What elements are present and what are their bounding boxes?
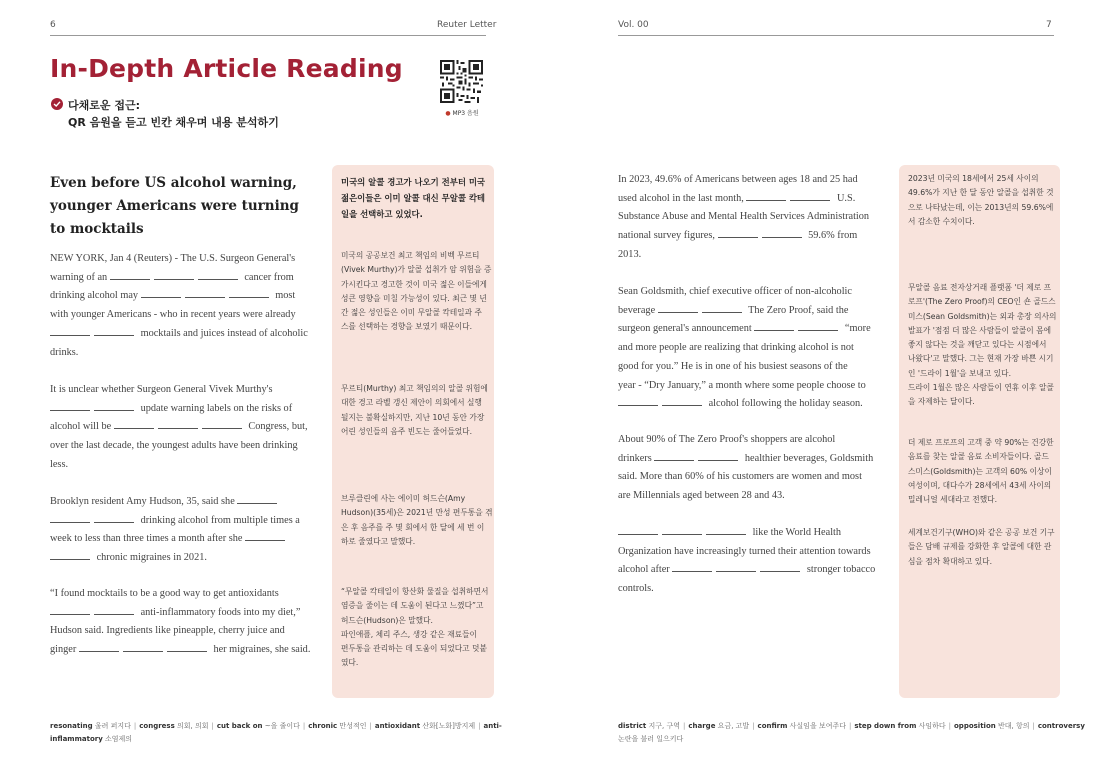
blank-field[interactable] [716, 562, 756, 572]
translation-line: 더 제로 프로프의 고객 중 약 90%는 건강한 [908, 438, 1054, 447]
glossary-line [618, 733, 683, 745]
translation-block [341, 585, 488, 671]
translation-block [908, 172, 1054, 229]
blank-field[interactable] [202, 419, 242, 429]
translation-line: 을 자제하는 달이다. [908, 397, 975, 407]
article-line: like the World Health [618, 524, 875, 543]
translation-line: 미국의 공공보건 최고 책임의 비벡 무르티 [341, 251, 480, 260]
article-line: Organization have increasingly turned their attention towards [618, 545, 871, 557]
glossary-separator: | [211, 722, 214, 730]
translation-line: 음료를 찾는 알콜 음료 소비자들이다. 골드 [908, 452, 1049, 462]
glossary-separator: | [133, 722, 137, 730]
blank-field[interactable] [790, 191, 830, 201]
article-line: and more people are realizing that drinking alcohol is not [618, 342, 854, 354]
blank-field[interactable] [662, 525, 702, 535]
blank-field[interactable] [94, 326, 134, 336]
article-line: Substance Abuse and Mental Health Services Administration [618, 211, 870, 223]
blank-field[interactable] [672, 562, 712, 572]
glossary-term: cut back on [216, 722, 263, 730]
translation-line: 밀레니얼 세대라고 전했다. [908, 495, 998, 505]
article-title: Even before US alcohol warning, younger Americans were turning to mocktails [50, 175, 299, 237]
translation-line: 간 젊은 성인들은 이미 무알콜 칵테일과 주 [341, 308, 482, 318]
translation-block [341, 382, 488, 439]
subtitle-line-1: 다채로운 접근: [68, 99, 140, 112]
article-line: alcohol following the holiday season. [618, 395, 871, 414]
glossary-separator: | [1032, 722, 1035, 730]
translation-line: 미스(Sean Goldsmith)는 외과 총장 의사의 [908, 311, 1057, 321]
blank-field[interactable] [94, 401, 134, 411]
blank-field[interactable] [158, 419, 198, 429]
article-line: “I found mocktails to be a good way to get antioxidants [50, 588, 279, 599]
glossary-term: anti- [483, 722, 502, 730]
translation-line: 2023년 미국의 18세에서 25세 사이의 [908, 174, 1039, 183]
article-line: less. [50, 458, 69, 470]
header-rule [50, 35, 486, 36]
blank-field[interactable] [94, 605, 134, 615]
blank-field[interactable] [50, 513, 90, 523]
translation-line: 스미스(Goldsmith)는 고객의 60% 이상이 [908, 466, 1052, 476]
volume-label: Vol. 00 [618, 20, 649, 30]
article-line: drinkers healthier beverages, Goldsmith [618, 452, 874, 464]
glossary-term: congress [139, 722, 175, 730]
article-line: Brooklyn resident Amy Hudson, 35, said she [50, 493, 300, 512]
blank-field[interactable] [798, 321, 838, 331]
translation-line: 스를 선택하는 경향을 보였기 때문이다. [341, 322, 473, 332]
blank-field[interactable] [618, 396, 658, 406]
article-paragraph [618, 431, 873, 506]
blank-field[interactable] [662, 396, 702, 406]
glossary-meaning: 의회, 의회 [174, 722, 209, 730]
translation-line: 로프'(The Zero Proof)의 CEO인 숀 골드스 [908, 297, 1056, 307]
article-line: year - “Dry January,” a month where some people choose to [618, 379, 866, 391]
translation-line: 무르티(Murthy) 최고 책임의의 알콜 위험에 [341, 384, 488, 393]
translation-line: 서 감소한 수치이다. [908, 216, 975, 226]
translation-block [341, 249, 491, 335]
translation-line: 하로 줄였다고 말했다. [341, 536, 416, 546]
glossary-meaning: ~을 줄이다 [262, 722, 300, 730]
translation-line: 미국의 알콜 경고가 나오기 전부터 미국 [341, 177, 486, 187]
glossary-line [618, 720, 1085, 732]
translation-line: (Vivek Murthy)가 알콜 섭취가 암 위험을 증 [341, 265, 492, 275]
glossary-term: district [618, 722, 647, 730]
translation-line: 으로 나타났는데, 이는 2013년의 59.6%에 [908, 202, 1054, 212]
blank-field[interactable] [50, 401, 90, 411]
article-line: alcohol will be Congress, but, [50, 421, 308, 433]
blank-field[interactable] [237, 494, 277, 504]
glossary-term: antioxidant [374, 722, 421, 730]
blank-field[interactable] [654, 451, 694, 461]
glossary-separator: | [683, 722, 686, 730]
glossary-term: step down from [854, 722, 917, 730]
translation-line: 성큰 영향을 미칠 가능성이 있다. 최근 몇 년 [341, 293, 487, 303]
blank-field[interactable] [746, 191, 786, 201]
glossary-separator: | [848, 722, 852, 730]
translation-line: 세계보건기구(WHO)와 같은 공공 보건 기구 [908, 528, 1055, 537]
blank-field[interactable] [754, 321, 794, 331]
article-line: alcohol after stronger tobacco [618, 564, 876, 576]
glossary-meaning: 사임하다 [916, 722, 946, 730]
translation-line: 좋지 않다는 것을 깨닫고 있다는 시점에서 [908, 340, 1047, 350]
article-line: said. More than 60% of his customers are women and most [618, 471, 862, 483]
article-line: controls. [618, 583, 654, 595]
article-paragraph [618, 171, 869, 265]
blank-field[interactable] [762, 228, 802, 238]
page-number: 6 [50, 20, 56, 30]
blank-field[interactable] [618, 525, 658, 535]
translation-line: 49.6%가 지난 한 달 동안 알콜을 섭취한 것 [908, 188, 1054, 198]
article-line: ginger her migraines, she said. [50, 644, 311, 656]
blank-field[interactable] [698, 451, 738, 461]
blank-field[interactable] [229, 288, 269, 298]
glossary-term: inflammatory [50, 735, 103, 743]
glossary-separator: | [948, 722, 951, 730]
translation-line: 드라이 1월은 많은 사람들이 연휴 이후 알콜 [908, 383, 1054, 393]
article-line: Sean Goldsmith, chief executive officer of non-alcoholic [618, 286, 852, 297]
blank-field[interactable] [50, 550, 90, 560]
translation-block [908, 526, 1055, 569]
translation-line: 나왔다'고 말했다. 그는 현재 가장 바쁜 시기 [908, 354, 1054, 364]
article-line: drinking alcohol from multiple times a [50, 512, 300, 531]
translation-line: 젊은이들은 이미 알콜 대신 무알콜 칵테 [341, 193, 486, 203]
translation-sidebar [899, 165, 1060, 698]
glossary-meaning: 만성적인 [337, 722, 367, 730]
translation-line: 될지는 불확실하지만, 지난 10년 동안 가장 [341, 412, 485, 422]
translation-block [908, 281, 1056, 410]
article-line: drinking alcohol may most [50, 290, 296, 302]
translation-line: 였다. [341, 658, 359, 668]
article-line: update warning labels on the risks of [50, 400, 308, 419]
glossary-meaning: 지구, 구역 [646, 722, 681, 730]
article-paragraph [50, 250, 308, 362]
blank-field[interactable] [50, 605, 90, 615]
page-title: In-Depth Article Reading [50, 54, 403, 83]
blank-field[interactable] [114, 419, 154, 429]
translation-line: 여성이며, 대다수가 28세에서 43세 사이의 [908, 480, 1052, 490]
glossary-separator: | [302, 722, 306, 730]
blank-field[interactable] [79, 642, 119, 652]
glossary-separator: | [478, 722, 481, 730]
blank-field[interactable] [154, 270, 194, 280]
article-line: surgeon general's announcement “more [618, 323, 871, 335]
translation-line: 편두통을 관리하는 데 도움이 되었다고 덧붙 [341, 644, 487, 654]
translation-line: 무알콜 음료 전자상거래 플랫폼 '더 제로 프 [908, 283, 1052, 292]
article-line: with younger Americans - who in recent years were already [50, 309, 296, 321]
qr-code-icon[interactable] [440, 60, 483, 103]
article-line: are Millennials aged between 28 and 43. [618, 490, 785, 502]
translation-line: 들은 담배 규제를 강화한 후 알콜에 대한 관 [908, 542, 1052, 552]
blank-field[interactable] [123, 642, 163, 652]
translation-line: 허드슨(Hudson)은 말했다. [341, 615, 433, 625]
translation-line: 일을 선택하고 있었다. [341, 209, 423, 219]
article-line: chronic migraines in 2021. [50, 549, 300, 568]
article-line: national survey figures, 59.6% from [618, 230, 858, 242]
blank-field[interactable] [110, 270, 150, 280]
translation-line: Hudson)(35세)은 2021년 만성 편두통을 겪 [341, 508, 493, 518]
article-line: used alcohol in the last month, U.S. [618, 192, 856, 204]
blank-field[interactable] [245, 531, 285, 541]
glossary-meaning: 사실임을 보여주다 [787, 722, 846, 730]
glossary-separator: | [752, 722, 755, 730]
blank-field[interactable] [94, 513, 134, 523]
glossary-term: confirm [757, 722, 788, 730]
article-line: In 2023, 49.6% of Americans between ages 18 and 25 had [618, 174, 858, 185]
subtitle-line-2: QR 음원을 듣고 빈칸 채우며 내용 분석하기 [68, 116, 279, 129]
glossary-meaning: 반대, 항의 [995, 722, 1030, 730]
glossary-term: opposition [954, 722, 996, 730]
glossary-meaning: 요금, 고발 [715, 722, 750, 730]
blank-field[interactable] [658, 303, 698, 313]
article-line: over the last decade, the youngest adults have been drinking [50, 440, 298, 452]
translation-line: 어린 성인들의 음주 빈도는 줄어들었다. [341, 426, 473, 436]
article-paragraph [50, 493, 300, 568]
article-paragraph [50, 585, 310, 660]
translation-line: 대한 경고 라벨 갱신 제안이 의회에서 실행 [341, 398, 482, 408]
article-paragraph [618, 524, 875, 599]
glossary-meaning: 논란을 불러 일으키다 [618, 735, 684, 743]
blank-field[interactable] [198, 270, 238, 280]
blank-field[interactable] [706, 525, 746, 535]
glossary-meaning: 산화[노화]방지제 [420, 722, 476, 730]
blank-field[interactable] [50, 326, 90, 336]
glossary-meaning: 울려 퍼지다 [92, 722, 131, 730]
article-paragraph [50, 381, 308, 475]
article-line: drinks. [50, 346, 79, 358]
translation-line: 심을 점차 확대하고 있다. [908, 556, 993, 566]
article-line: warning of an cancer from [50, 271, 294, 283]
article-line: 2013. [618, 248, 642, 260]
article-line: About 90% of The Zero Proof's shoppers are alcohol [618, 434, 836, 445]
glossary-term: resonating [50, 722, 93, 730]
glossary-term: chronic [308, 722, 338, 730]
article-line: anti-inflammatory foods into my diet,” [50, 604, 310, 623]
page-number: 7 [1046, 20, 1052, 30]
glossary-term: charge [688, 722, 716, 730]
article-line: Hudson said. Ingredients like pineapple, cherry juice and [50, 625, 285, 637]
article-line: NEW YORK, Jan 4 (Reuters) - The U.S. Surgeon General's [50, 253, 296, 264]
running-title: Reuter Letter [437, 20, 497, 30]
translation-block [341, 492, 493, 549]
translation-line: 발표가 '점점 더 많은 사람들이 알콜이 몸에 [908, 325, 1052, 335]
blank-field[interactable] [167, 642, 207, 652]
glossary-separator: | [369, 722, 372, 730]
translation-line: 파인애플, 체리 주스, 생강 같은 재료들이 [341, 629, 477, 639]
translation-line: 염증을 줄이는 데 도움이 된다고 느꼈다”고 [341, 601, 484, 611]
glossary-meaning: 소염제의 [102, 735, 133, 743]
article-line: beverage The Zero Proof, said the [618, 304, 849, 316]
translation-line: 가시킨다고 경고한 것이 미국 젊은 이들에게 [341, 279, 487, 289]
header-rule [618, 35, 1054, 36]
right-page [550, 0, 1100, 780]
translation-line: “무알콜 칵테일이 항산화 물질을 섭취하면서 [341, 587, 489, 596]
blank-field[interactable] [760, 562, 800, 572]
article-paragraph [618, 283, 871, 414]
glossary-line [50, 720, 502, 732]
blank-field[interactable] [141, 288, 181, 298]
glossary-line [50, 733, 132, 745]
translation-line: 브루클린에 사는 에이미 허드슨(Amy [341, 494, 466, 503]
translation-line: 은 후 음주를 주 몇 회에서 한 달에 세 번 이 [341, 522, 485, 532]
check-icon [51, 98, 63, 110]
blank-field[interactable] [718, 228, 758, 238]
translation-block [908, 436, 1054, 507]
article-line: good for you.” He is in one of his busiest seasons of the [618, 360, 848, 372]
article-line: It is unclear whether Surgeon General Vivek Murthy's [50, 384, 273, 395]
translation-block [341, 174, 485, 222]
blank-field[interactable] [185, 288, 225, 298]
article-line: week to less than three times a month after she [50, 530, 300, 549]
blank-field[interactable] [702, 303, 742, 313]
translation-line: 인 '드라이 1월'을 보내고 있다. [908, 368, 1012, 378]
qr-caption: ● MP3 음원 [445, 110, 479, 117]
article-line: mocktails and juices instead of alcoholic [50, 325, 308, 344]
glossary-term: controversy [1037, 722, 1085, 730]
